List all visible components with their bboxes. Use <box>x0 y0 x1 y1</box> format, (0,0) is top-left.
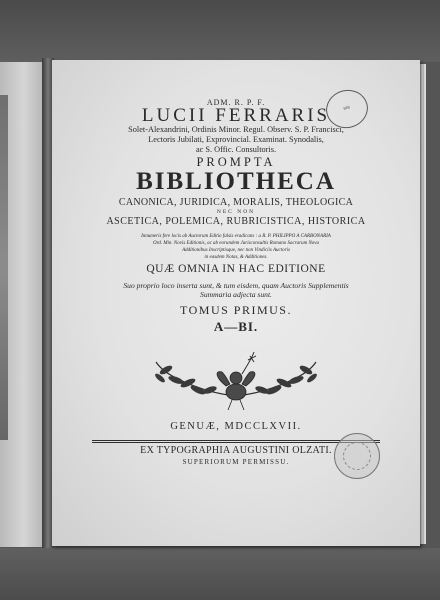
honorific-line: ADM. R. P. F. <box>206 98 266 107</box>
permission-line: SUPERIORUM PERMISSU. <box>182 458 290 466</box>
cherub-vignette <box>136 348 336 420</box>
editorial-note-4: in easdem Notas, & Additiones. <box>204 255 268 260</box>
subtitle-line-2: ASCETICA, POLEMICA, RUBRICISTICA, HISTORICA <box>106 216 366 227</box>
edition-heading: QUÆ OMNIA IN HAC EDITIONE <box>146 263 326 275</box>
edition-note-2: Summaria adjecta sunt. <box>200 290 272 299</box>
volume-label: TOMUS PRIMUS. <box>180 303 292 317</box>
volume-range: A—BI. <box>213 319 259 334</box>
printer-line: EX TYPOGRAPHIA AUGUSTINI OLZATI. <box>140 445 332 456</box>
title-prefix: PROMPTA <box>196 155 276 169</box>
editorial-note-3: Additionibus Inscriptisque, nec non Vindiciis Auctoris <box>182 248 290 253</box>
title-page <box>52 60 420 546</box>
main-title: BIBLIOTHECA <box>136 168 336 195</box>
library-stamp: BIB <box>322 85 372 133</box>
author-description-3: ac S. Offic. Consultoris. <box>195 145 277 154</box>
subtitle-conjunction: NEC NON <box>216 209 256 215</box>
place-and-date: GENUÆ, MDCCLXVII. <box>170 421 302 432</box>
library-stamp-round <box>334 433 380 479</box>
background-top <box>0 0 440 62</box>
frontispiece-edge <box>0 95 8 440</box>
subtitle-line-1: CANONICA, JURIDICA, MORALIS, THEOLOGICA <box>118 197 354 208</box>
author-name: LUCII FERRARIS <box>141 105 331 126</box>
editorial-note-2: Ord. Min. Novis Editionis, ac ab eorundem Jurisconsultis Romano Sacrarum Nova <box>152 241 320 246</box>
author-description-2: Lectoris Jubilati, Exprovincial. Examinat. Synodalis, <box>148 135 324 144</box>
author-description-1: Solet-Alexandrini, Ordinis Minor. Regul. Observ. S. P. Francisci, <box>128 125 344 134</box>
edition-note-1: Suo proprio loco inserta sunt, & tum eisdem, quam Auctoris Supplementis <box>123 281 349 290</box>
editorial-note-1: Innumeris fere locis ab Auctorum Editio falsis eradicans : a R. P. PHILIPPO A CARBONARIA <box>141 234 331 239</box>
background-bottom <box>0 548 440 600</box>
